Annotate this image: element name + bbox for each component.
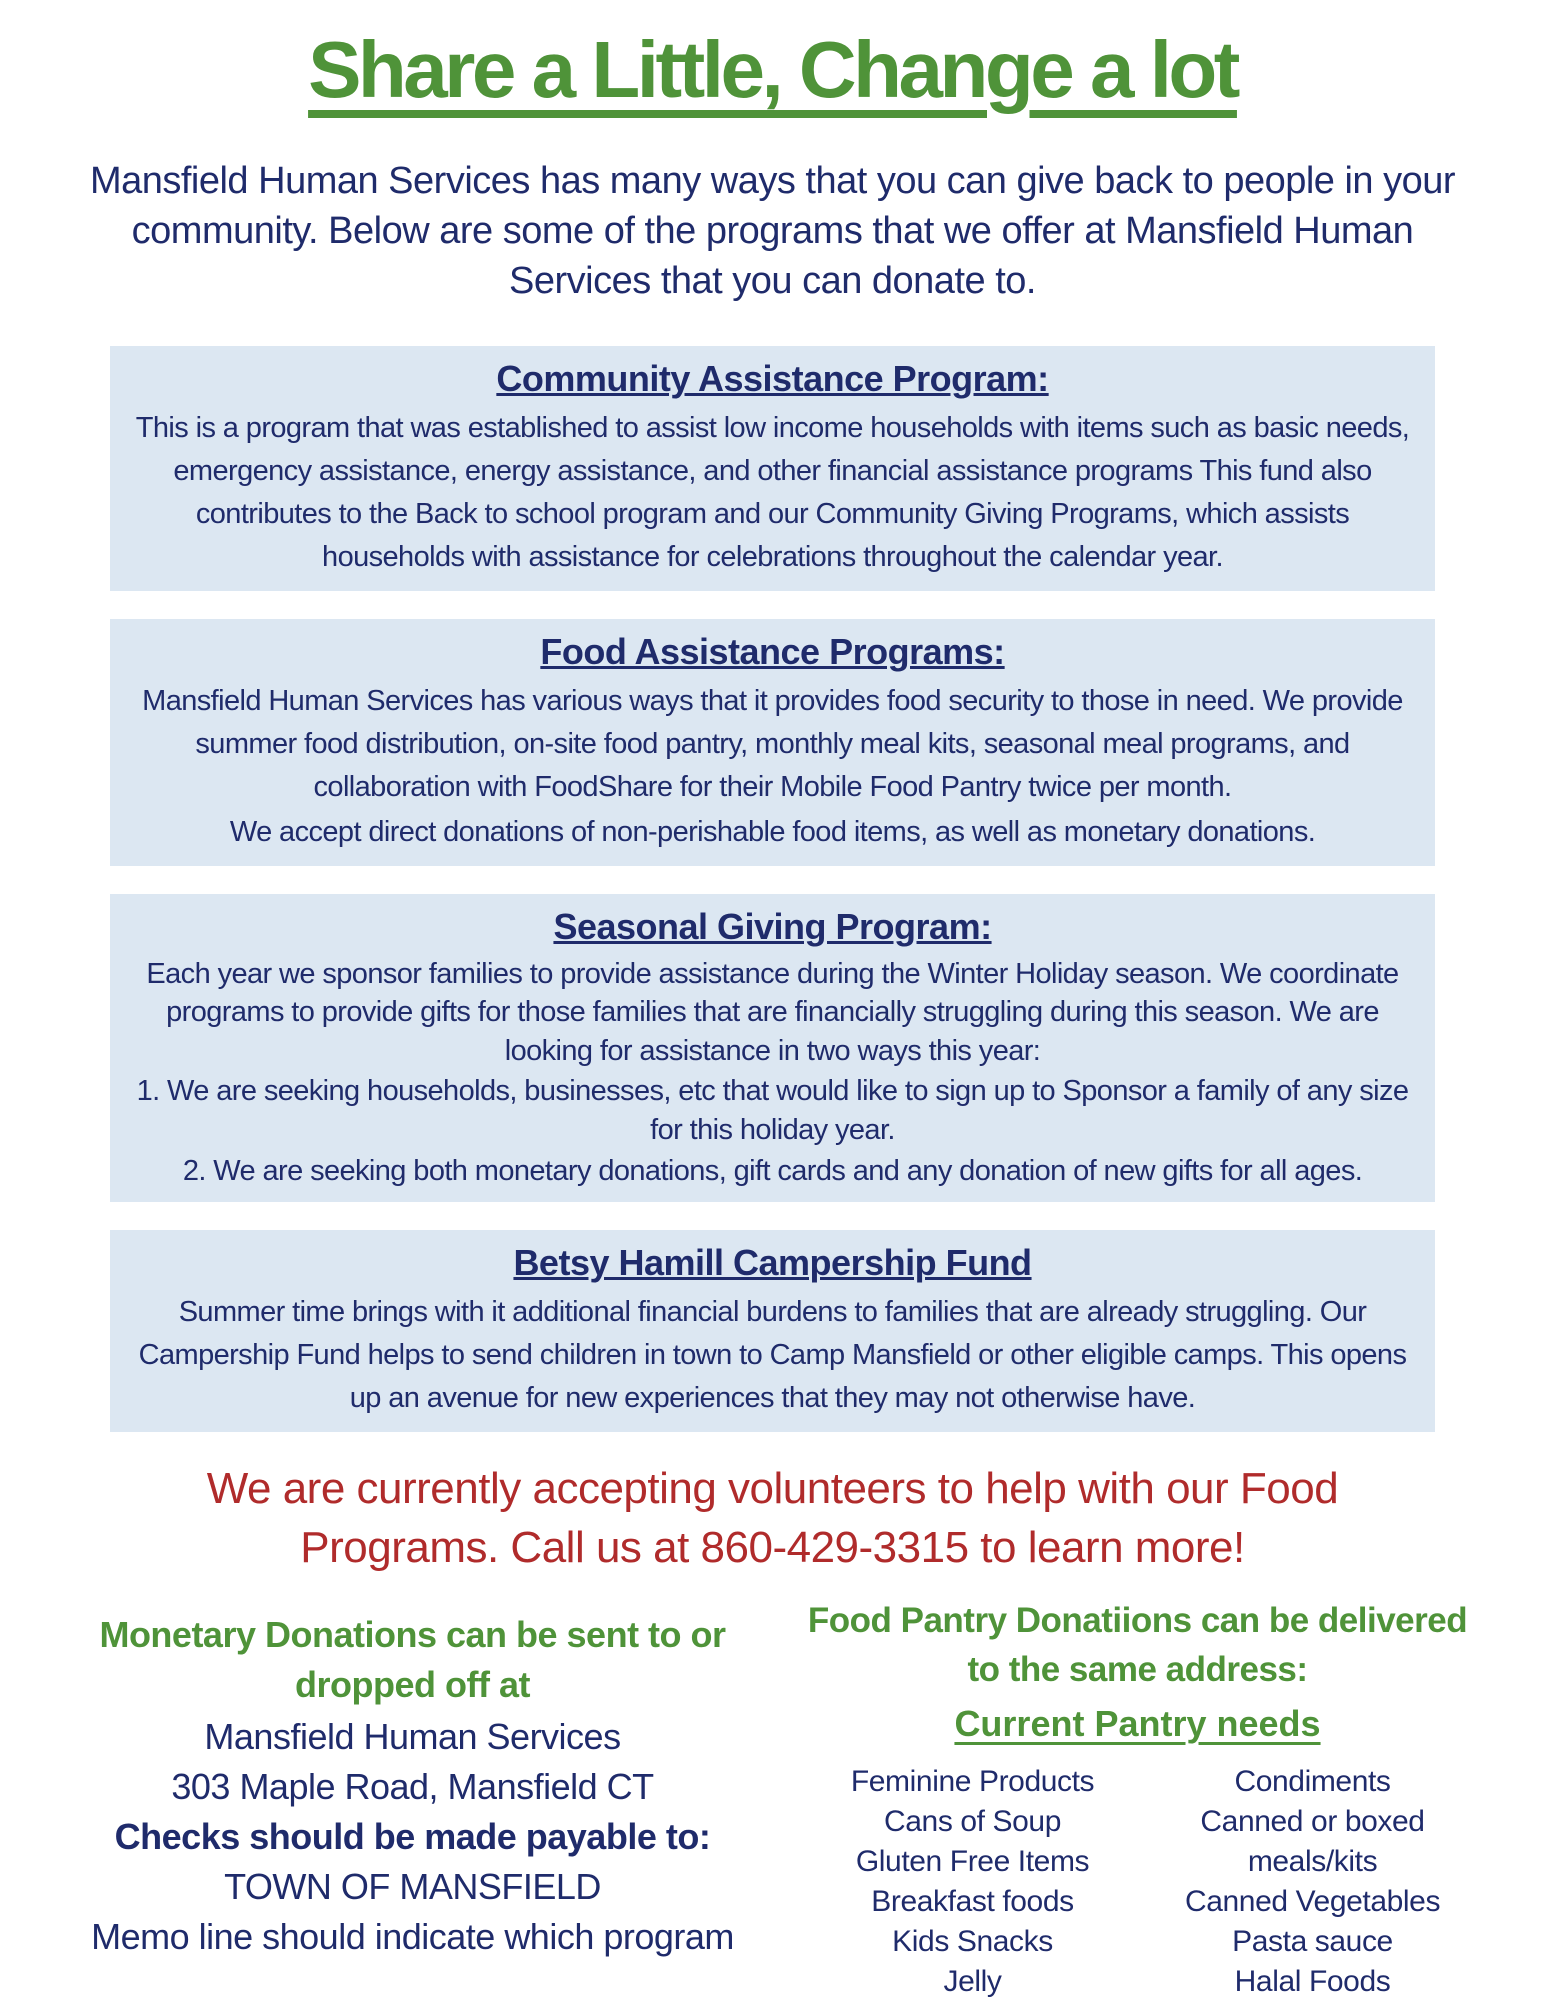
pantry-need-item: Jelly [943, 1964, 1002, 1998]
pantry-needs-column-1 [808, 1762, 1138, 2001]
pantry-need-item: Pasta sauce [1232, 1924, 1393, 1958]
pantry-need-item: Kids Snacks [892, 1924, 1053, 1958]
page-title [0, 0, 1545, 114]
donation-info-columns [78, 1596, 1468, 2002]
section-seasonal-giving-program [110, 894, 1435, 1202]
food-pantry-column [808, 1596, 1468, 2002]
section-body-paragraph: Summer time brings with it additional financial burdens to families that are already struggling. Our Campership Fund helps to send children in town to Camp Mansfield or other eligible camps. This opens up an avenue for new experiences that they may not otherwise have. [138, 1296, 1407, 1414]
section-heading-campership-fund: Betsy Hamill Campership Fund [513, 1242, 1032, 1284]
section-body-paragraph: We accept direct donations of non-perishable food items, as well as monetary donations. [229, 815, 1316, 848]
pantry-need-item: Feminine Products [850, 1765, 1095, 1799]
monetary-heading: Monetary Donations can be sent to or dropped off at [99, 1613, 726, 1705]
section-body-paragraph: Mansfield Human Services has various ways that it provides food security to those in need. We provide summer food distribution, on-site food pantry, monthly meal kits, seasonal meal programs, and collaboration with FoodShare for their Mobile Food Pantry twice per month. [142, 685, 1403, 803]
pantry-need-item: Canned Vegetables [1184, 1884, 1441, 1918]
intro-paragraph: Mansfield Human Services has many ways that you can give back to people in your community. Below are some of the programs that we offer at Mansfield Human Services that you can donate to. [89, 160, 1456, 303]
section-heading-community-assistance: Community Assistance Program: [496, 358, 1049, 400]
organization-name: Mansfield Human Services [204, 1715, 621, 1757]
pantry-need-item: Gluten Free Items [855, 1845, 1090, 1879]
section-list-item-2: 2. We are seeking both monetary donations, gift cards and any donation of new gifts for all ages. [182, 1154, 1363, 1187]
pantry-needs-list [808, 1762, 1468, 2001]
pantry-need-item: Canned or boxed meals/kits [1200, 1805, 1425, 1879]
pantry-need-item: Condiments [1234, 1765, 1391, 1799]
section-heading-seasonal-giving: Seasonal Giving Program: [553, 905, 992, 947]
page-title-text: Share a Little, Change a lot [308, 25, 1237, 114]
section-campership-fund [110, 1230, 1435, 1432]
volunteer-callout: We are currently accepting volunteers to help with our Food Programs. Call us at 860-429-3315 to learn more! [206, 1463, 1339, 1572]
section-body-paragraph: This is a program that was established to assist low income households with items such as basic needs, emergency assistance, energy assistance, and other financial assistance programs This fund also contributes to the Back to school program and our Community Giving Programs, which assists households with assistance for celebrations throughout the calendar year. [135, 412, 1410, 574]
section-heading-food-assistance: Food Assistance Programs: [540, 631, 1005, 673]
section-body-paragraph: Each year we sponsor families to provide assistance during the Winter Holiday season. We coordinate programs to provide gifts for those families that are financially struggling during this season. We are looking for assistance in two ways this year: [146, 957, 1399, 1067]
section-community-assistance-program [110, 346, 1435, 591]
section-list-item-1: 1. We are seeking households, businesses, etc that would like to sign up to Sponsor a family of any size for this holiday year. [136, 1075, 1409, 1146]
check-payee: TOWN OF MANSFIELD [224, 1865, 601, 1907]
pantry-need-item: Cans of Soup [884, 1805, 1061, 1839]
checks-payable-label: Checks should be made payable to: [114, 1815, 711, 1857]
pantry-need-item: Halal Foods [1234, 1964, 1391, 1998]
pantry-needs-column-2 [1158, 1762, 1468, 2001]
memo-instruction: Memo line should indicate which program [91, 1915, 734, 1957]
section-food-assistance-programs [110, 619, 1435, 866]
pantry-heading: Food Pantry Donatiions can be delivered to the same address: [807, 1600, 1468, 1689]
pantry-needs-subheading: Current Pantry needs [954, 1702, 1321, 1744]
pantry-need-item: Breakfast foods [871, 1884, 1074, 1918]
monetary-donations-column [78, 1596, 748, 1962]
organization-address: 303 Maple Road, Mansfield CT [171, 1765, 654, 1807]
